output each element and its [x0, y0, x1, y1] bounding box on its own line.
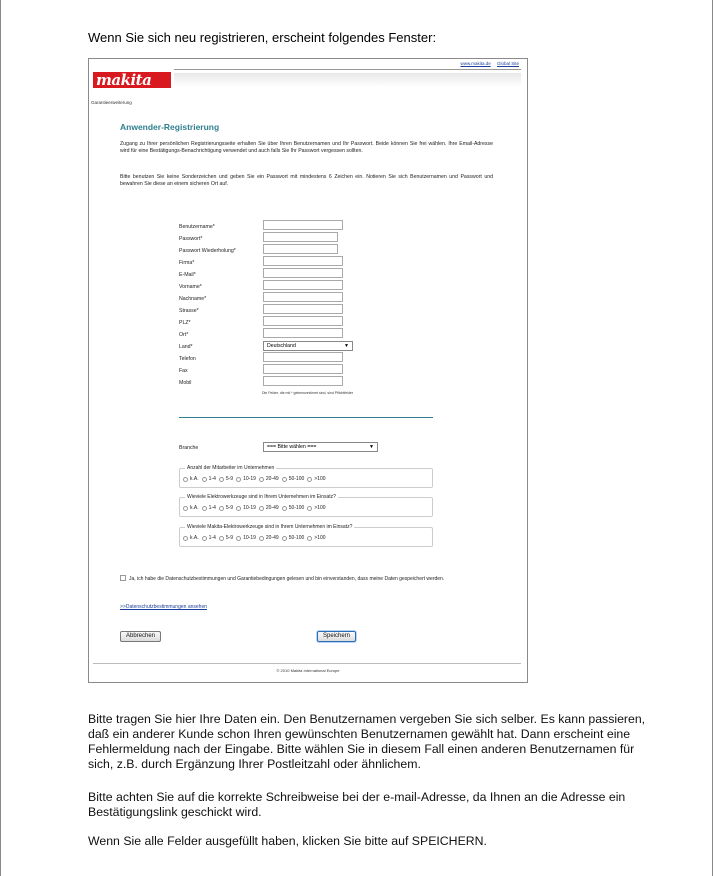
label-username: Benutzername* — [179, 224, 215, 230]
link-makita-de[interactable]: www.makita.de — [460, 61, 491, 66]
fax-input[interactable] — [263, 364, 343, 374]
password-hint-paragraph: Bitte benutzen Sie keine Sonderzeichen und geben Sie ein Passwort mit mindestens 6 Zeichen ein. Notieren Sie sich Benutzernamen und Passwort und bewahren Sie diese an einem sicheren Ort auf. — [120, 174, 493, 187]
zip-input[interactable] — [263, 316, 343, 326]
label-company: Firma* — [179, 260, 195, 266]
lastname-input[interactable] — [263, 292, 343, 302]
label-email: E-Mail* — [179, 272, 196, 278]
header-bar — [89, 59, 527, 99]
phone-input[interactable] — [263, 352, 343, 362]
radio-option[interactable]: >100 — [307, 476, 325, 482]
power-tools-legend: Wieviele Elektrowerkzeuge sind in Ihrem Unternehmen im Einsatz? — [187, 494, 336, 500]
required-hint: Die Felder, die mit * gekennzeichnet sind, sind Pflichtfelder — [262, 391, 354, 395]
employees-group — [179, 465, 433, 488]
firstname-input[interactable] — [263, 280, 343, 290]
password-repeat-input[interactable] — [263, 244, 338, 254]
form-title: Anwender-Registrierung — [120, 122, 220, 132]
employees-legend: Anzahl der Mitarbeiter im Unternehmen — [187, 465, 275, 471]
radio-option[interactable]: 50-100 — [282, 535, 305, 541]
mobile-input[interactable] — [263, 376, 343, 386]
label-zip: PLZ* — [179, 320, 191, 326]
radio-option[interactable]: 10-19 — [236, 535, 256, 541]
radio-option[interactable]: k.A. — [183, 476, 199, 482]
intro-text: Wenn Sie sich neu registrieren, erscheint folgendes Fenster: — [88, 30, 437, 45]
chevron-down-icon: ▼ — [344, 343, 349, 349]
link-global-site[interactable]: Global Site — [496, 61, 519, 66]
footer-divider — [93, 663, 521, 664]
country-value: Deutschland — [267, 343, 296, 349]
save-button[interactable]: Speichern — [317, 631, 356, 642]
label-fax: Fax — [179, 368, 188, 374]
radio-option[interactable]: 20-49 — [259, 505, 279, 511]
cancel-button[interactable]: Abbrechen — [120, 631, 161, 642]
label-password-repeat: Passwort Wiederholung* — [179, 248, 236, 254]
instructions-paragraph-3: Wenn Sie alle Felder ausgefüllt haben, klicken Sie bitte auf SPEICHERN. — [88, 834, 487, 848]
label-street: Strasse* — [179, 308, 199, 314]
label-city: Ort* — [179, 332, 189, 338]
instructions-paragraph-2: Bitte achten Sie auf die korrekte Schreibweise bei der e-mail-Adresse, da Ihnen an die Adresse ein Bestätigungslink geschickt wird. — [88, 790, 626, 819]
label-country: Land* — [179, 344, 193, 350]
makita-tools-legend: Wieviele Makita-Elektrowerkzeuge sind in Ihrem Unternehmen im Einsatz? — [187, 524, 353, 530]
country-select[interactable] — [263, 341, 353, 351]
consent-row — [120, 575, 480, 584]
radio-option[interactable]: 20-49 — [259, 535, 279, 541]
label-mobile: Mobil — [179, 380, 192, 386]
subnav-garantieerweiterung[interactable]: Garantieerweiterung — [91, 100, 132, 105]
label-firstname: Vorname* — [179, 284, 202, 290]
makita-tools-group — [179, 524, 433, 547]
registration-screenshot — [88, 58, 528, 683]
makita-tools-radios — [183, 535, 326, 541]
radio-option[interactable]: >100 — [307, 535, 325, 541]
privacy-link[interactable]: >>Datenschutzbestimmungen ansehen — [120, 604, 208, 610]
intro-paragraph: Zugang zu Ihrer persönlichen Registrierungsseite erhalten Sie über Ihren Benutzernamen und Ihr Passwort. Beide können Sie frei wählen. Ihre Email-Adresse wird für eine Bestätigungs-Benachrichtigung verwendet und auch falls Sie Ihr Passwort vergessen sollten. — [120, 141, 493, 154]
power-tools-radios — [183, 505, 326, 511]
radio-option[interactable]: 1-4 — [202, 535, 216, 541]
street-input[interactable] — [263, 304, 343, 314]
consent-text: Ja, ich habe die Datenschutzbestimmungen und Garantiebedingungen gelesen und bin einverstanden, dass meine Daten gespeichert werden. — [129, 576, 445, 582]
radio-option[interactable]: >100 — [307, 505, 325, 511]
radio-option[interactable]: k.A. — [183, 505, 199, 511]
radio-option[interactable]: 5-9 — [219, 505, 233, 511]
radio-option[interactable]: 1-4 — [202, 505, 216, 511]
password-input[interactable] — [263, 232, 338, 242]
makita-logo: makita — [93, 72, 171, 88]
username-input[interactable] — [263, 220, 343, 230]
instructions-paragraph-1: Bitte tragen Sie hier Ihre Daten ein. Den Benutzernamen vergeben Sie sich selber. Es kann passieren, daß ein anderer Kunde schon Ihren gewünschten Benutzernamen gewählt hat. Dann erscheint eine Fehlermeldung nach der Eingabe. Bitte wählen Sie in diesem Fall einen anderen Benutzernamen für sich, z.B. durch Ergänzung Ihrer Postleitzahl oder ähnlichem. — [88, 712, 646, 771]
consent-checkbox[interactable] — [120, 575, 126, 581]
label-lastname: Nachname* — [179, 296, 207, 302]
branche-select[interactable] — [263, 442, 378, 452]
radio-option[interactable]: 20-49 — [259, 476, 279, 482]
radio-option[interactable]: 5-9 — [219, 535, 233, 541]
chevron-down-icon: ▼ — [369, 444, 374, 450]
radio-option[interactable]: k.A. — [183, 535, 199, 541]
label-branche: Branche — [179, 445, 199, 451]
power-tools-group — [179, 494, 433, 517]
branche-value: === Bitte wählen === — [267, 444, 317, 450]
radio-option[interactable]: 50-100 — [282, 505, 305, 511]
radio-option[interactable]: 50-100 — [282, 476, 305, 482]
section-divider — [179, 417, 433, 418]
employees-radios — [183, 476, 326, 482]
label-phone: Telefon — [179, 356, 196, 362]
radio-option[interactable]: 1-4 — [202, 476, 216, 482]
label-password: Passwort* — [179, 236, 203, 242]
top-links — [455, 61, 519, 66]
radio-option[interactable]: 5-9 — [219, 476, 233, 482]
copyright: © 2010 Makita International Europe — [276, 668, 340, 673]
radio-option[interactable]: 10-19 — [236, 476, 256, 482]
email-input[interactable] — [263, 268, 343, 278]
company-input[interactable] — [263, 256, 343, 266]
city-input[interactable] — [263, 328, 343, 338]
radio-option[interactable]: 10-19 — [236, 505, 256, 511]
